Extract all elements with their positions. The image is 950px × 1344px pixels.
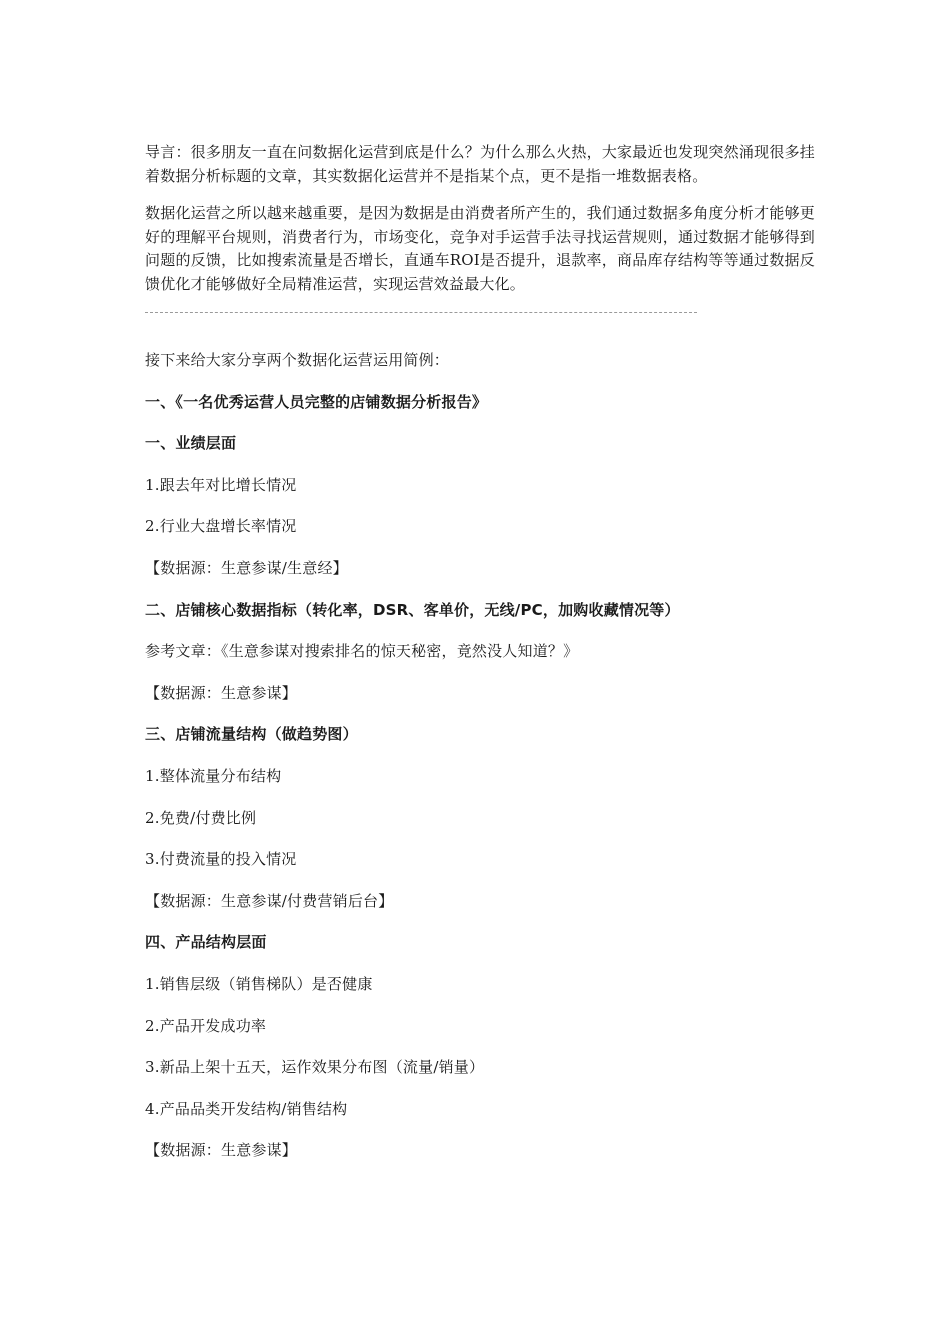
list-item: 1.整体流量分布结构 xyxy=(145,766,282,785)
report-title: 一、《一名优秀运营人员完整的店铺数据分析报告》 xyxy=(145,392,488,411)
section-heading-core-metrics: 二、店铺核心数据指标（转化率，DSR、客单价，无线/PC，加购收藏情况等） xyxy=(145,600,680,619)
list-item: 2.产品开发成功率 xyxy=(145,1016,267,1035)
list-item: 3.付费流量的投入情况 xyxy=(145,850,297,869)
list-item: 1.销售层级（销售梯队）是否健康 xyxy=(145,974,373,993)
list-item: 2.免费/付费比例 xyxy=(145,808,257,827)
section-heading-product: 四、产品结构层面 xyxy=(145,933,267,952)
list-item: 3.新品上架十五天，运作效果分布图（流量/销量） xyxy=(145,1058,485,1077)
list-item: 2.行业大盘增长率情况 xyxy=(145,517,297,536)
document-page xyxy=(145,141,815,1181)
dashed-divider xyxy=(145,312,697,313)
list-item: 1.跟去年对比增长情况 xyxy=(145,475,297,494)
reference-article: 参考文章：《生意参谋对搜索排名的惊天秘密，竟然没人知道？》 xyxy=(145,642,579,661)
list-item: 4.产品品类开发结构/销售结构 xyxy=(145,1099,348,1118)
intro-line: 接下来给大家分享两个数据化运营运用简例： xyxy=(145,351,450,369)
body-paragraph: 数据化运营之所以越来越重要，是因为数据是由消费者所产生的，我们通过数据多角度分析才能够更好的理解平台规则，消费者行为，市场变化，竞争对手运营手法寻找运营规则，通过数据才能够得到问题的反馈，比如搜索流量是否增长，直通车ROI是否提升，退款率，商品库存结构等等通过数据反馈优化才能够做好全局精准运营，实现运营效益最大化。 xyxy=(145,204,815,293)
data-source-note: 【数据源：生意参谋】 xyxy=(145,1141,298,1160)
data-source-note: 【数据源：生意参谋/付费营销后台】 xyxy=(145,891,394,910)
section-heading-traffic: 三、店铺流量结构（做趋势图） xyxy=(145,725,358,744)
data-source-note: 【数据源：生意参谋】 xyxy=(145,683,298,702)
intro-paragraph: 导言：很多朋友一直在问数据化运营到底是什么？为什么那么火热，大家最近也发现突然涌现很多挂着数据分析标题的文章，其实数据化运营并不是指某个点，更不是指一堆数据表格。 xyxy=(145,143,815,185)
section-heading-performance: 一、业绩层面 xyxy=(145,434,237,453)
data-source-note: 【数据源：生意参谋/生意经】 xyxy=(145,558,348,577)
content-list xyxy=(145,349,815,1162)
